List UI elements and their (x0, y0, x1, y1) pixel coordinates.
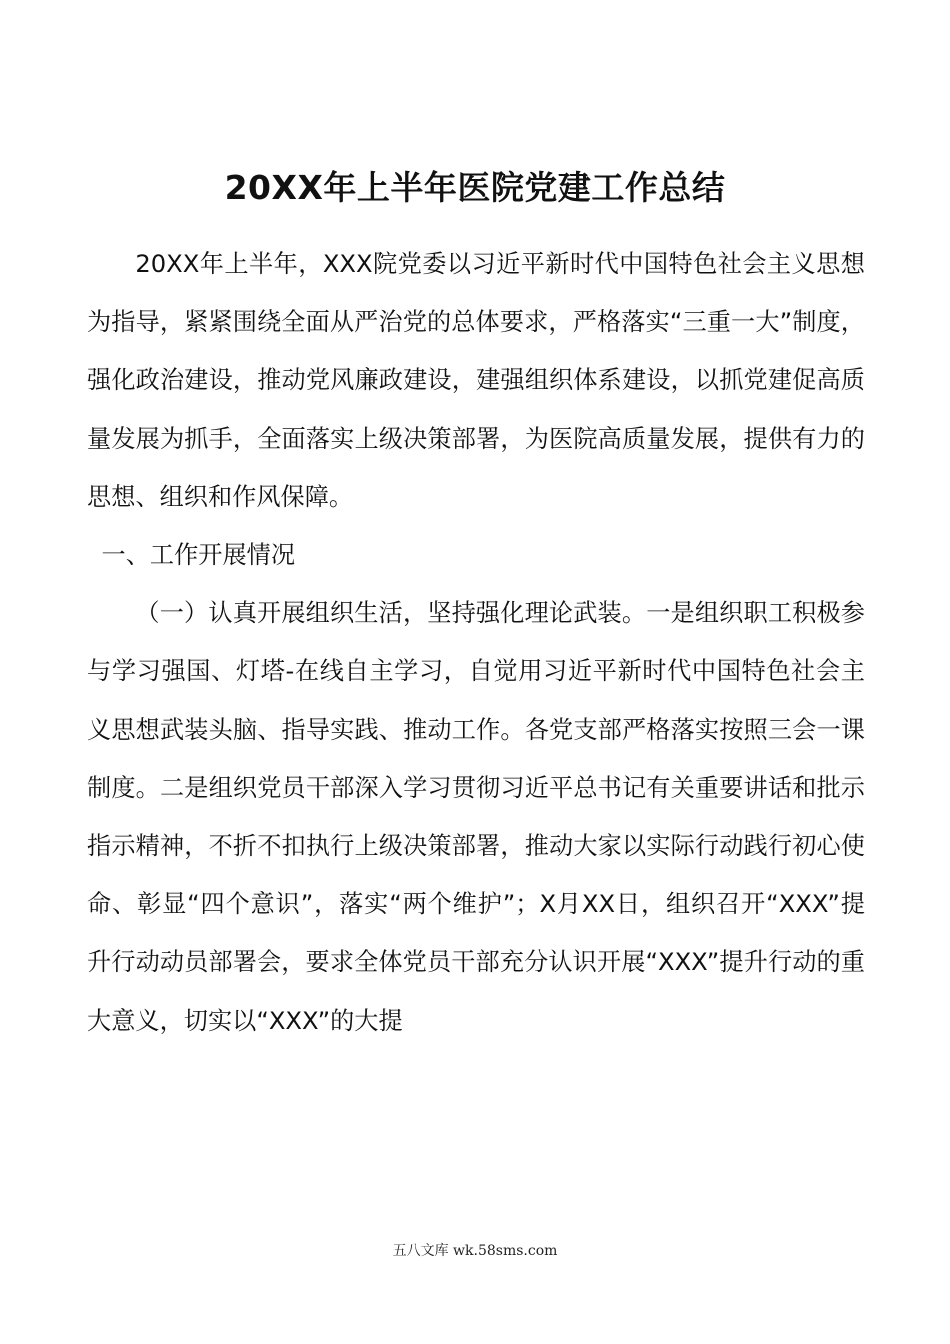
section-paragraph: （一）认真开展组织生活，坚持强化理论武装。一是组织职工积极参与学习强国、灯塔-在线自主学习，自觉用习近平新时代中国特色社会主义思想武装头脑、指导实践、推动工作。各党支部严格落实按照三会一课制度。二是组织党员干部深入学习贯彻习近平总书记有关重要讲话和批示指示精神，不折不扣执行上级决策部署，推动大家以实际行动践行初心使命、彰显“四个意识”，落实“两个维护”；X月XX日，组织召开“XXX”提升行动动员部署会，要求全体党员干部充分认识开展“XXX”提升行动的重大意义，切实以“XXX”的大提 (87, 599, 865, 1035)
footer-watermark: 五八文库 wk.58sms.com (392, 1243, 558, 1259)
document-body (87, 235, 865, 1050)
intro-paragraph: 20XX年上半年，XXX院党委以习近平新时代中国特色社会主义思想为指导，紧紧围绕全面从严治党的总体要求，严格落实“三重一大”制度，强化政治建设，推动党风廉政建设，建强组织体系建设，以抓党建促高质量发展为抓手，全面落实上级决策部署，为医院高质量发展，提供有力的思想、组织和作风保障。 (87, 250, 865, 511)
document-title: 20XX年上半年医院党建工作总结 (224, 168, 726, 208)
section-heading: 一、工作开展情况 (101, 541, 296, 570)
